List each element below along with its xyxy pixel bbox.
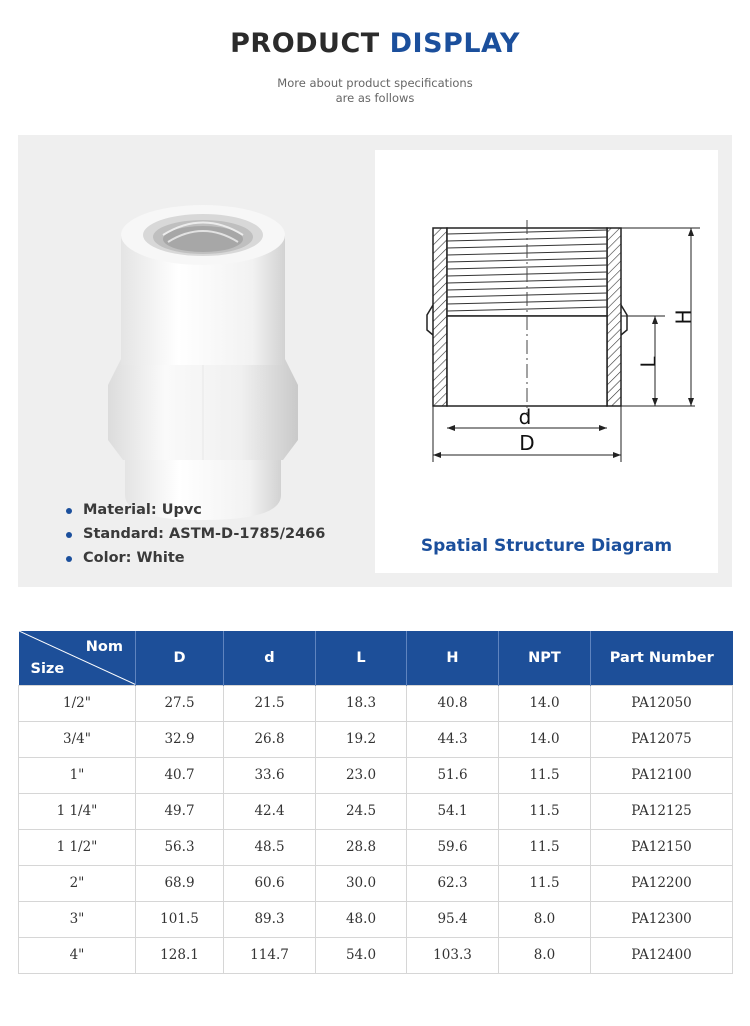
cell-H: 95.4 [407, 901, 499, 937]
cell-npt: 11.5 [499, 793, 591, 829]
dim-label-d: d [518, 405, 532, 429]
spec-standard: Standard: ASTM-D-1785/2466 [66, 522, 325, 546]
page-subtitle [0, 76, 750, 106]
cell-D: 40.7 [136, 757, 224, 793]
cell-d: 114.7 [224, 937, 316, 973]
table-row [19, 793, 733, 829]
product-panel [18, 135, 732, 587]
table-row [19, 757, 733, 793]
page-title [0, 28, 750, 59]
cell-part-number: PA12100 [591, 757, 733, 793]
table-header-row [19, 631, 733, 685]
cell-part-number: PA12075 [591, 721, 733, 757]
cell-H: 40.8 [407, 685, 499, 721]
table-row [19, 721, 733, 757]
cell-npt: 11.5 [499, 829, 591, 865]
header-d: d [224, 631, 316, 685]
structure-diagram-card [375, 150, 718, 573]
cell-D: 49.7 [136, 793, 224, 829]
cell-L: 30.0 [316, 865, 407, 901]
table-row [19, 685, 733, 721]
cell-L: 54.0 [316, 937, 407, 973]
cell-part-number: PA12150 [591, 829, 733, 865]
cell-D: 68.9 [136, 865, 224, 901]
cell-L: 19.2 [316, 721, 407, 757]
dim-label-D: D [519, 431, 535, 455]
cell-H: 62.3 [407, 865, 499, 901]
cell-part-number: PA12300 [591, 901, 733, 937]
header-L: L [316, 631, 407, 685]
cell-npt: 8.0 [499, 937, 591, 973]
header-nom: Nom [85, 639, 123, 655]
cell-H: 54.1 [407, 793, 499, 829]
spec-material: Material: Upvc [66, 498, 325, 522]
cell-D: 27.5 [136, 685, 224, 721]
cell-npt: 14.0 [499, 685, 591, 721]
spec-table [18, 631, 733, 974]
cell-size: 3/4" [19, 721, 136, 757]
header-nom-size [19, 631, 136, 685]
cell-L: 28.8 [316, 829, 407, 865]
product-photo [103, 190, 303, 525]
cell-d: 21.5 [224, 685, 316, 721]
cell-size: 1 1/2" [19, 829, 136, 865]
cell-part-number: PA12200 [591, 865, 733, 901]
table-row [19, 937, 733, 973]
cell-d: 60.6 [224, 865, 316, 901]
cell-L: 48.0 [316, 901, 407, 937]
cell-L: 23.0 [316, 757, 407, 793]
cell-d: 89.3 [224, 901, 316, 937]
cell-L: 24.5 [316, 793, 407, 829]
cell-H: 59.6 [407, 829, 499, 865]
cell-size: 3" [19, 901, 136, 937]
dim-label-L: L [636, 356, 661, 368]
dim-label-H: H [671, 309, 696, 325]
table-row [19, 829, 733, 865]
cell-d: 42.4 [224, 793, 316, 829]
spec-list [66, 498, 325, 570]
cell-npt: 11.5 [499, 757, 591, 793]
cell-D: 128.1 [136, 937, 224, 973]
subtitle-line-1: More about product specifications [277, 76, 473, 90]
cell-d: 26.8 [224, 721, 316, 757]
diagram-caption: Spatial Structure Diagram [420, 536, 673, 556]
header-size: Size [30, 660, 65, 677]
cell-d: 33.6 [224, 757, 316, 793]
header-npt: NPT [499, 631, 591, 685]
table-row [19, 865, 733, 901]
cell-H: 103.3 [407, 937, 499, 973]
cell-npt: 14.0 [499, 721, 591, 757]
title-primary: PRODUCT [230, 28, 380, 59]
cell-size: 1" [19, 757, 136, 793]
cell-size: 1 1/4" [19, 793, 136, 829]
cell-npt: 8.0 [499, 901, 591, 937]
cell-size: 2" [19, 865, 136, 901]
cell-part-number: PA12400 [591, 937, 733, 973]
header-H: H [407, 631, 499, 685]
cell-D: 101.5 [136, 901, 224, 937]
cell-L: 18.3 [316, 685, 407, 721]
cell-size: 1/2" [19, 685, 136, 721]
cell-size: 4" [19, 937, 136, 973]
cell-npt: 11.5 [499, 865, 591, 901]
spec-color: Color: White [66, 546, 325, 570]
subtitle-line-2: are as follows [335, 91, 415, 105]
cell-part-number: PA12050 [591, 685, 733, 721]
header-D: D [136, 631, 224, 685]
cell-D: 32.9 [136, 721, 224, 757]
title-accent: DISPLAY [389, 28, 520, 59]
cell-part-number: PA12125 [591, 793, 733, 829]
cell-d: 48.5 [224, 829, 316, 865]
table-row [19, 901, 733, 937]
structure-diagram [375, 150, 718, 490]
header-part-number: Part Number [591, 631, 733, 685]
cell-H: 44.3 [407, 721, 499, 757]
cell-D: 56.3 [136, 829, 224, 865]
cell-H: 51.6 [407, 757, 499, 793]
